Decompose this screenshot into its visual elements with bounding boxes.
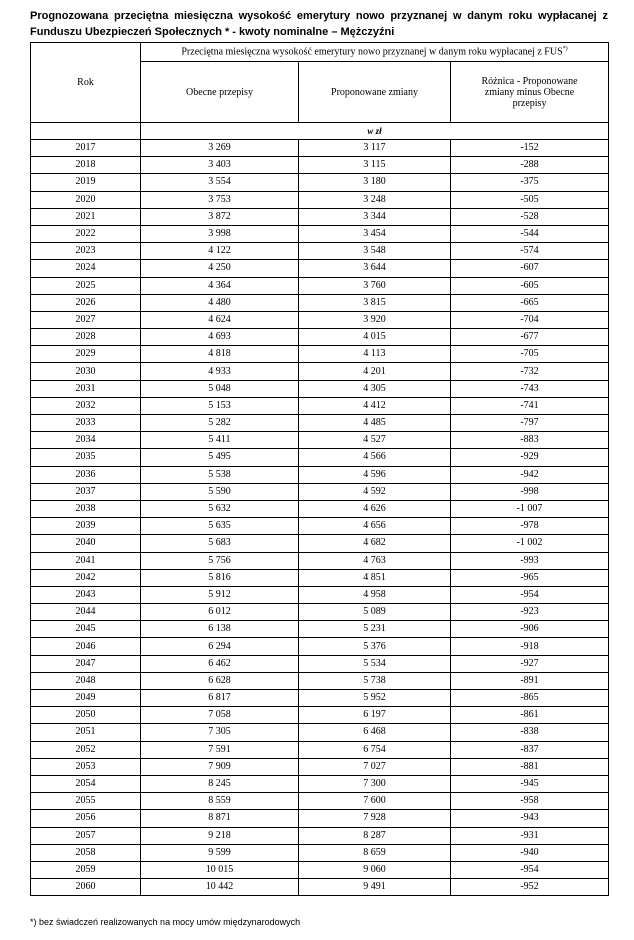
cell-rok: 2030 (31, 363, 141, 380)
cell-obecne: 5 538 (141, 466, 299, 483)
cell-proponowane: 4 958 (299, 586, 451, 603)
table-row (31, 655, 609, 672)
table-row (31, 535, 609, 552)
cell-rok: 2056 (31, 810, 141, 827)
cell-proponowane: 4 763 (299, 552, 451, 569)
cell-rok: 2022 (31, 225, 141, 242)
cell-proponowane: 8 287 (299, 827, 451, 844)
cell-rok: 2060 (31, 879, 141, 896)
table-row (31, 449, 609, 466)
cell-roznica: -288 (451, 157, 609, 174)
cell-rok: 2018 (31, 157, 141, 174)
table-row (31, 741, 609, 758)
cell-obecne: 5 282 (141, 415, 299, 432)
cell-rok: 2021 (31, 208, 141, 225)
cell-rok: 2024 (31, 260, 141, 277)
cell-proponowane: 4 305 (299, 380, 451, 397)
cell-obecne: 5 048 (141, 380, 299, 397)
cell-roznica: -574 (451, 243, 609, 260)
cell-roznica: -861 (451, 707, 609, 724)
cell-proponowane: 4 656 (299, 518, 451, 535)
cell-obecne: 5 495 (141, 449, 299, 466)
cell-roznica: -677 (451, 329, 609, 346)
cell-rok: 2038 (31, 500, 141, 517)
cell-rok: 2057 (31, 827, 141, 844)
cell-obecne: 3 269 (141, 140, 299, 157)
table-row (31, 586, 609, 603)
table-row (31, 707, 609, 724)
table-row (31, 604, 609, 621)
cell-obecne: 6 138 (141, 621, 299, 638)
header-roznica: Różnica - Proponowane zmiany minus Obecne przepisy (451, 62, 609, 123)
table-row (31, 380, 609, 397)
cell-obecne: 5 632 (141, 500, 299, 517)
header-group-label: Przeciętna miesięczna wysokość emerytury nowo przyznanej w danym roku wypłacanej z FUS (181, 46, 563, 58)
cell-obecne: 8 245 (141, 775, 299, 792)
cell-rok: 2039 (31, 518, 141, 535)
cell-proponowane: 4 596 (299, 466, 451, 483)
cell-proponowane: 3 760 (299, 277, 451, 294)
cell-obecne: 5 683 (141, 535, 299, 552)
cell-rok: 2045 (31, 621, 141, 638)
cell-rok: 2034 (31, 432, 141, 449)
cell-proponowane: 5 738 (299, 672, 451, 689)
table-row (31, 552, 609, 569)
cell-obecne: 3 872 (141, 208, 299, 225)
cell-proponowane: 4 851 (299, 569, 451, 586)
cell-obecne: 7 591 (141, 741, 299, 758)
cell-obecne: 4 250 (141, 260, 299, 277)
cell-roznica: -741 (451, 397, 609, 414)
cell-rok: 2028 (31, 329, 141, 346)
table-row (31, 311, 609, 328)
cell-proponowane: 8 659 (299, 844, 451, 861)
cell-roznica: -883 (451, 432, 609, 449)
cell-obecne: 4 933 (141, 363, 299, 380)
table-row (31, 174, 609, 191)
document-title: Prognozowana przeciętna miesięczna wysokość emerytury nowo przyznanej w danym roku wypłacanej z Funduszu Ubezpieczeń Społecznych * - kwoty nominalne – Mężczyźni (30, 10, 608, 38)
cell-proponowane: 3 815 (299, 294, 451, 311)
unit-spacer (31, 123, 141, 140)
table-row (31, 225, 609, 242)
cell-rok: 2026 (31, 294, 141, 311)
cell-roznica: -923 (451, 604, 609, 621)
table-row (31, 500, 609, 517)
cell-obecne: 5 153 (141, 397, 299, 414)
cell-roznica: -891 (451, 672, 609, 689)
cell-proponowane: 7 600 (299, 793, 451, 810)
cell-proponowane: 7 928 (299, 810, 451, 827)
cell-roznica: -505 (451, 191, 609, 208)
cell-rok: 2047 (31, 655, 141, 672)
cell-proponowane: 5 089 (299, 604, 451, 621)
cell-roznica: -998 (451, 483, 609, 500)
cell-proponowane: 3 344 (299, 208, 451, 225)
cell-proponowane: 3 115 (299, 157, 451, 174)
cell-proponowane: 6 197 (299, 707, 451, 724)
cell-rok: 2037 (31, 483, 141, 500)
cell-roznica: -732 (451, 363, 609, 380)
cell-rok: 2050 (31, 707, 141, 724)
cell-rok: 2036 (31, 466, 141, 483)
cell-obecne: 3 554 (141, 174, 299, 191)
cell-rok: 2041 (31, 552, 141, 569)
cell-obecne: 4 818 (141, 346, 299, 363)
cell-roznica: -952 (451, 879, 609, 896)
cell-proponowane: 4 015 (299, 329, 451, 346)
table-row (31, 346, 609, 363)
cell-rok: 2058 (31, 844, 141, 861)
cell-rok: 2048 (31, 672, 141, 689)
cell-roznica: -528 (451, 208, 609, 225)
unit-label: w zł (141, 123, 609, 140)
cell-obecne: 10 442 (141, 879, 299, 896)
cell-roznica: -954 (451, 861, 609, 878)
table-row (31, 569, 609, 586)
cell-rok: 2054 (31, 775, 141, 792)
table-row (31, 329, 609, 346)
cell-proponowane: 3 644 (299, 260, 451, 277)
cell-obecne: 4 624 (141, 311, 299, 328)
cell-proponowane: 7 300 (299, 775, 451, 792)
table-row (31, 844, 609, 861)
table-row (31, 518, 609, 535)
table-row (31, 363, 609, 380)
cell-roznica: -743 (451, 380, 609, 397)
cell-proponowane: 3 180 (299, 174, 451, 191)
table-row (31, 397, 609, 414)
cell-roznica: -929 (451, 449, 609, 466)
cell-roznica: -544 (451, 225, 609, 242)
cell-roznica: -705 (451, 346, 609, 363)
table-row (31, 432, 609, 449)
cell-roznica: -881 (451, 758, 609, 775)
cell-obecne: 6 817 (141, 690, 299, 707)
cell-roznica: -605 (451, 277, 609, 294)
cell-roznica: -375 (451, 174, 609, 191)
cell-rok: 2055 (31, 793, 141, 810)
cell-obecne: 4 693 (141, 329, 299, 346)
cell-obecne: 7 058 (141, 707, 299, 724)
cell-rok: 2046 (31, 638, 141, 655)
cell-obecne: 7 305 (141, 724, 299, 741)
cell-rok: 2040 (31, 535, 141, 552)
cell-proponowane: 5 534 (299, 655, 451, 672)
cell-obecne: 3 998 (141, 225, 299, 242)
cell-roznica: -958 (451, 793, 609, 810)
cell-obecne: 4 364 (141, 277, 299, 294)
table-row (31, 466, 609, 483)
cell-obecne: 3 403 (141, 157, 299, 174)
cell-roznica: -1 007 (451, 500, 609, 517)
cell-roznica: -954 (451, 586, 609, 603)
cell-roznica: -993 (451, 552, 609, 569)
cell-rok: 2023 (31, 243, 141, 260)
cell-rok: 2032 (31, 397, 141, 414)
cell-proponowane: 3 248 (299, 191, 451, 208)
cell-obecne: 5 756 (141, 552, 299, 569)
cell-rok: 2019 (31, 174, 141, 191)
cell-roznica: -906 (451, 621, 609, 638)
cell-roznica: -943 (451, 810, 609, 827)
cell-proponowane: 9 491 (299, 879, 451, 896)
header-proponowane: Proponowane zmiany (299, 62, 451, 123)
cell-obecne: 8 559 (141, 793, 299, 810)
cell-proponowane: 6 754 (299, 741, 451, 758)
cell-obecne: 3 753 (141, 191, 299, 208)
cell-rok: 2049 (31, 690, 141, 707)
cell-roznica: -797 (451, 415, 609, 432)
table-row (31, 294, 609, 311)
header-rok: Rok (31, 43, 141, 123)
table-row (31, 243, 609, 260)
cell-rok: 2044 (31, 604, 141, 621)
table-row (31, 724, 609, 741)
cell-rok: 2051 (31, 724, 141, 741)
cell-roznica: -945 (451, 775, 609, 792)
cell-roznica: -607 (451, 260, 609, 277)
cell-rok: 2025 (31, 277, 141, 294)
cell-obecne: 5 912 (141, 586, 299, 603)
cell-obecne: 6 294 (141, 638, 299, 655)
cell-roznica: -1 002 (451, 535, 609, 552)
cell-obecne: 9 218 (141, 827, 299, 844)
cell-rok: 2033 (31, 415, 141, 432)
cell-roznica: -838 (451, 724, 609, 741)
cell-roznica: -931 (451, 827, 609, 844)
cell-proponowane: 3 548 (299, 243, 451, 260)
table-row (31, 415, 609, 432)
header-obecne: Obecne przepisy (141, 62, 299, 123)
cell-obecne: 10 015 (141, 861, 299, 878)
cell-obecne: 6 462 (141, 655, 299, 672)
cell-proponowane: 5 376 (299, 638, 451, 655)
cell-roznica: -918 (451, 638, 609, 655)
cell-obecne: 4 122 (141, 243, 299, 260)
table-row (31, 621, 609, 638)
cell-rok: 2042 (31, 569, 141, 586)
cell-proponowane: 5 231 (299, 621, 451, 638)
cell-roznica: -665 (451, 294, 609, 311)
cell-rok: 2029 (31, 346, 141, 363)
cell-roznica: -940 (451, 844, 609, 861)
cell-rok: 2031 (31, 380, 141, 397)
footnote: *) bez świadczeń realizowanych na mocy umów międzynarodowych (30, 917, 301, 927)
cell-obecne: 8 871 (141, 810, 299, 827)
header-group (141, 43, 609, 62)
cell-proponowane: 3 920 (299, 311, 451, 328)
cell-proponowane: 9 060 (299, 861, 451, 878)
cell-proponowane: 4 682 (299, 535, 451, 552)
table-row (31, 672, 609, 689)
table-row (31, 810, 609, 827)
cell-roznica: -837 (451, 741, 609, 758)
cell-rok: 2017 (31, 140, 141, 157)
cell-proponowane: 3 454 (299, 225, 451, 242)
cell-rok: 2052 (31, 741, 141, 758)
cell-roznica: -152 (451, 140, 609, 157)
table-row (31, 775, 609, 792)
cell-obecne: 6 628 (141, 672, 299, 689)
cell-obecne: 5 411 (141, 432, 299, 449)
cell-rok: 2059 (31, 861, 141, 878)
cell-proponowane: 4 626 (299, 500, 451, 517)
table-row (31, 191, 609, 208)
table-row (31, 260, 609, 277)
cell-roznica: -927 (451, 655, 609, 672)
pension-table (30, 42, 609, 896)
header-group-sup: *) (562, 46, 568, 53)
table-row (31, 483, 609, 500)
cell-proponowane: 7 027 (299, 758, 451, 775)
cell-proponowane: 4 527 (299, 432, 451, 449)
cell-obecne: 5 590 (141, 483, 299, 500)
cell-rok: 2043 (31, 586, 141, 603)
cell-proponowane: 4 485 (299, 415, 451, 432)
table-row (31, 827, 609, 844)
cell-proponowane: 5 952 (299, 690, 451, 707)
cell-proponowane: 4 592 (299, 483, 451, 500)
table-row (31, 861, 609, 878)
table-row (31, 638, 609, 655)
cell-rok: 2027 (31, 311, 141, 328)
cell-roznica: -704 (451, 311, 609, 328)
cell-roznica: -865 (451, 690, 609, 707)
table-body (31, 140, 609, 896)
table-row (31, 690, 609, 707)
cell-rok: 2035 (31, 449, 141, 466)
table-row (31, 157, 609, 174)
cell-obecne: 7 909 (141, 758, 299, 775)
cell-proponowane: 4 113 (299, 346, 451, 363)
table-row (31, 140, 609, 157)
cell-rok: 2053 (31, 758, 141, 775)
cell-obecne: 5 816 (141, 569, 299, 586)
table-row (31, 793, 609, 810)
cell-roznica: -965 (451, 569, 609, 586)
cell-rok: 2020 (31, 191, 141, 208)
cell-obecne: 6 012 (141, 604, 299, 621)
cell-obecne: 9 599 (141, 844, 299, 861)
table-row (31, 758, 609, 775)
table-row (31, 208, 609, 225)
cell-proponowane: 4 412 (299, 397, 451, 414)
cell-proponowane: 3 117 (299, 140, 451, 157)
cell-obecne: 5 635 (141, 518, 299, 535)
cell-proponowane: 4 566 (299, 449, 451, 466)
cell-roznica: -978 (451, 518, 609, 535)
cell-proponowane: 4 201 (299, 363, 451, 380)
table-row (31, 879, 609, 896)
cell-proponowane: 6 468 (299, 724, 451, 741)
cell-obecne: 4 480 (141, 294, 299, 311)
table-row (31, 277, 609, 294)
cell-roznica: -942 (451, 466, 609, 483)
